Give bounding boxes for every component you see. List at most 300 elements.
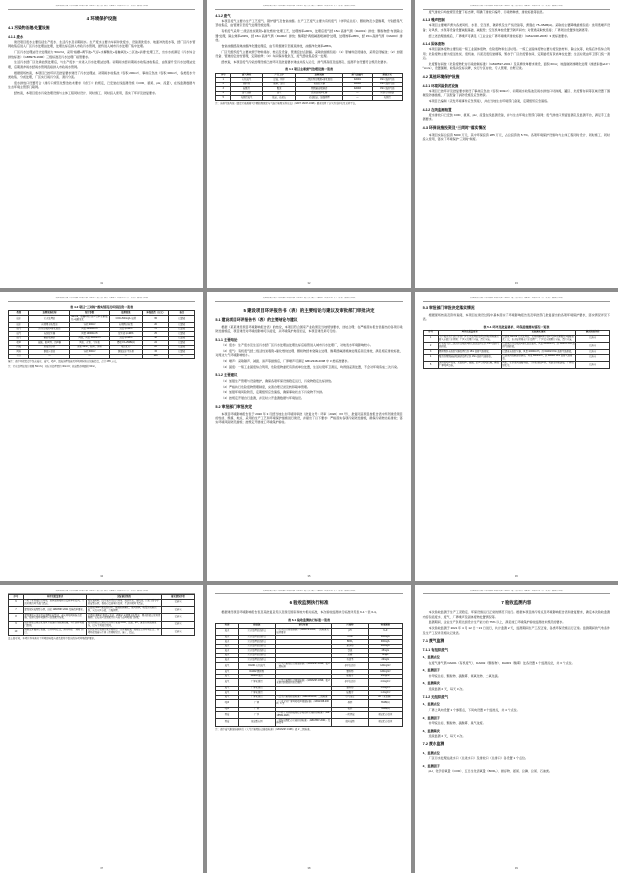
table-cell: 危险废物 [331,719,368,726]
paragraph: 厂界上风向设置 1 个参照点，下风向设置 3 个监控点，共 4 个点位。 [428,707,520,712]
table-cell: 食堂 [262,91,296,96]
document-page [207,585,410,873]
table-cell: 布袋除尘器 [29,332,70,337]
table-cell: 污水处理站总排口 [238,649,275,654]
table-row [9,354,195,359]
column-header: 环评及批复要求 [438,331,501,336]
table-cell: DA002 颗粒物 [238,670,275,675]
paragraph: 本次验收监测于生产工况稳定、环保设施运行正常的情况下进行。根据本项目排污特点及环境影响报告表和批复要求，确定本次验收监测内容包括废水、废气、厂界噪声及固体废物处置情况等。 [422,610,610,619]
table-cell: 石油类 [331,658,368,663]
table-cell: 4 [216,91,231,96]
table-cell: 酸洗 [262,87,296,92]
table-cell: DA003 [343,87,373,92]
paragraph: （4）固废：一般工业固废综合利用，危险废物委托有资质单位处置，生活垃圾环卫清运，均得到妥善处置，不会对环境造成二次污染。 [221,364,400,369]
table-cell: 500mg/L [369,635,403,640]
column-header: 排放源 [238,624,275,629]
table-note: 注：污水处理站设计规模 50m³/d，实际日处理量约 30m³/d；危废暂存间面积 60m²。 [8,364,98,368]
table-cell: 《恶臭污染物排放标准》（GB14554-93）二级标准 [275,695,331,700]
page-header: 某建设项目竣工环境保护验收监测（调查）报告表 项目（湖北）有限公司 年产某某产品项目验收 [8,297,195,302]
table-row [216,628,402,635]
table-cell: 已落实 [161,614,195,621]
table-cell: 废气 [216,686,238,691]
table-cell: 建设事故应急池及初期雨水收集池，落实环境风险防范措施，编制突发环境事件应急预案并备案。 [23,614,86,621]
table-cell: 生产废水及生活污水经厂区污水处理站处理达到接管标准后排入市政污水管网；厂区实行雨污分流、清污分流。 [438,335,501,342]
table-cell: 已落实 [161,606,195,613]
column-header: 序号 [216,73,231,78]
table-cell: 已落实 [576,342,610,349]
table-cell: 已落实 [576,350,610,355]
table-cell: DA001 有机废气 [238,663,275,670]
heading-h3: 7.1.1 有组织废气 [422,647,449,652]
paragraph: 本项目实际总投资 5000 万元，其中环保投资 285 万元，占总投资的 5.7%。各项环境保护设施均与主体工程同时设计、同时施工、同时投入使用，落实了环境保护“三同时”制度。 [422,132,610,142]
table-cell: 酸雾经两级碱液喷淋塔处理后经 15m 高排气筒排放。 [438,354,501,361]
paragraph: 在废气排气筒 DA001（有机废气）、DA002（颗粒物）、DA003（酸雾）处各设置 1 个监测点位，共 3 个点位。 [428,660,575,665]
page-number: 32 [307,282,311,286]
table-cell: 25 [143,332,169,337]
table-cell: 夜间 [331,707,368,712]
table-cell: — [109,354,143,359]
column-header: 执行标准 [275,624,331,629]
table-cell: 事故应急池 [29,350,70,355]
table-cell: 危废暂存间 [29,345,70,350]
page-number: 34 [100,574,104,578]
table-cell: 400mg/L [369,644,403,649]
table-cell: COD [331,635,368,640]
table-cell: 布袋除尘器 [296,82,343,87]
table-cell: 9 [9,621,24,628]
table-cell: 《污水综合排放标准》（GB8978-1996）三级标准及接管要求 [275,628,331,635]
table-cell: — [343,91,373,96]
table-cell: 昼间 [331,700,368,707]
column-header: 实际落实情况 [87,595,162,600]
table-cell: 废气 [9,332,29,337]
heading-h2: 4.1 污染物治理/处置设施 [8,25,50,30]
table-cell: 面积 60m²，防渗、围堰 [70,345,109,350]
column-header: 序号 [9,595,24,600]
column-header: 污染物 [331,624,368,629]
table-cell: 55dB(A) [369,707,403,712]
table-cell: 污水处理站总排口 [238,644,275,649]
paragraph: 厂区污水处理站进水口（总进水口）及排放口（总排口）各设置 1 个点位。 [428,755,528,760]
table-cell: 8 [9,614,24,621]
paragraph: （1）加强生产管理与设备维护，确保各项环保设施稳定运行，污染物稳定达标排放。 [221,378,334,383]
page-header: 某建设项目竣工环境保护验收监测（调查）报告表 项目（湖北）有限公司 年产某某产品项目验收 [8,5,195,10]
page-header: 某建设项目竣工环境保护验收监测（调查）报告表 项目（湖北）有限公司 年产某某产品项目验收 [423,5,610,10]
table-cell: 选用低噪声设备，采取隔声、减振、消声等降噪措施，确保厂界噪声达标。 [438,361,501,368]
table-cell: 6 [9,599,24,606]
heading-h1: 6 验收监测执行标准 [289,600,329,606]
column-header: 落实情况评价 [576,331,610,336]
heading-h3: 5.1.2 主要建议 [215,373,238,378]
table-cell: 降噪 15~25dB(A) [109,341,143,346]
table-cell: 废水排放口已规范化设置并安装 COD、氨氮、pH、流量在线监测设备，已与主管部门联网。 [87,621,162,628]
heading-h3: 7.1.2 无组织废气 [422,694,449,699]
table-cell: 已落实 [576,335,610,342]
paragraph: 连续监测 2 天，每天 3 次。 [428,733,466,738]
paragraph: 本项目废气主要为生产工艺废气、锅炉烟气及食堂油烟。生产工艺废气主要为有机废气（非甲烷总烃）、颗粒物及少量酸雾，分别经集气罩收集后，由管道引至废气处理设施处理。 [215,19,403,28]
table-row [423,342,609,349]
page-number: 39 [514,867,518,870]
table-cell: 两级，风量 8000m³/h [70,336,109,341]
table-cell: 95 [143,315,169,322]
table-cell: 废气 [216,679,238,686]
table-cell: 无组织废气 [231,96,263,101]
table-cell: 涂装、烘干 [262,78,296,83]
table-cell: 风量 20000m³/h [70,327,109,332]
column-header: 落实情况评价 [161,595,195,600]
table-cell: 食堂油烟 [231,91,263,96]
table-cell: 已建成 [169,341,195,346]
table-cell: 1.0mg/m³ [369,686,403,691]
table-cell: 5 [216,96,231,101]
heading-h3: 4.2.1 环境风险防范设施 [422,83,459,88]
column-header: 废气种类 [231,73,263,78]
page-header: 某建设项目竣工环境保护验收监测（调查）报告表 项目（湖北）有限公司 年产某某产品项目验收 [215,590,402,595]
table-note: 备注：表中环保投资中包含废水、废气、噪声、固废治理设施及环境风险防范设施投资，合计 285 万元。 [8,360,119,364]
document-page [415,585,618,873]
heading-h1: 7 验收监测内容 [501,600,532,606]
table-cell: 废气 [216,663,238,670]
paragraph: 本项目已按环评及批复要求建设了事故应急池（容积 300m³）、初期雨水收集池及雨水排放口切换阀，罐区、危废暂存间等区域设置了围堰及防渗措施，厂区配备了消防设施及应急物资。 [422,89,610,98]
table-cell: 厂界无组织 [238,691,275,696]
paragraph: 本次验收监测于 2021 年 4 月 12 日～13 日进行，共计监测 2 天，监测期间生产工况正常，各类环保设施运行正常。监测期间的气象条件及生产工况详见相关记录表。 [422,626,610,635]
paragraph: 废水排放口设置符合《排污口规范化整治技术要求（试行）》的规定，已安装在线监测设施（COD、氨氮、pH、流量），在线监测数据与生态环境主管部门联网。 [8,80,196,90]
table-cell: 去除率≥95% [109,336,143,341]
table-cell: 6~9 [369,628,403,635]
table-cell: 120mg/m³ [369,663,403,670]
table-cell: 风险 [9,350,29,355]
table-caption: 表 4-1 项目主要废气治理设施一览表 [284,67,333,72]
paragraph: 经核查，本项目废水污染治理设施与主体工程同时设计、同时施工、同时投入使用，落实了环评及批复要求。 [14,90,159,95]
document-page [415,292,618,580]
column-header: 标准限值 [369,624,403,629]
table-cell: 已建成 [169,315,195,322]
heading-h2: 4.2 其他环境保护设施 [422,74,460,79]
table-cell: 规范贮存 [109,345,143,350]
table-cell: 120mg/m³ [369,670,403,675]
paragraph: 本项目环境影响报告表于 2020 年 3 月经当地生态环境局审批（批复文号：环审〔2020〕XX 号），批复同意项目按报告表中所列建设项目的性质、规模、地点、采用的生产工艺和环境保护措施进行建设，并提出了以下要求：严格落实各项污染防治措施，确保污染物达标排放；落实环境风险防范措施；按规定开展竣工环境保护验收。 [215,411,403,425]
table-cell: 7 [9,606,24,613]
table-cell: 规范贮存处置 [369,712,403,719]
table-cell: 15m 高排气筒 [372,78,402,83]
table-cell: 3 [216,87,231,92]
table-cell: 15m 高排气筒 [372,87,402,92]
table-cell: 破碎、混合 [262,82,296,87]
table-cell: 已建成 60m² 危废暂存间，地面防渗硬化，设置围堰、收集沟及标识牌，实行分区存放、台账管理。 [87,606,162,613]
table-caption: 表 4-2 项目“三同时”落实情况及环保投资一览表 [70,304,134,309]
column-header: 类别 [216,624,238,629]
document-page [0,585,203,873]
column-header: 治理设施名称 [29,311,70,316]
heading-h4: 3、监测频次 [422,681,440,686]
table-cell: 噪声 [9,341,29,346]
page-number: 35 [307,574,311,578]
table-cell: 300mg/L [369,640,403,645]
table-cell: 10 [9,628,24,635]
paragraph: 废气排放口均按规范设置了标志牌，明确了排放口编号、污染物种类、排放标准等信息。 [428,9,546,14]
column-header: 产生工序 [262,73,296,78]
table-cell: — [169,354,195,359]
heading-h2: 5.1 建设项目环评报告书（表）的主要结论与建议 [215,317,298,322]
table-cell: 规范贮存处置 [369,719,403,726]
heading-h4: 2、监测因子 [422,668,440,673]
table-cell: 颗粒物 [331,686,368,691]
table-cell: 颗粒物经布袋除尘器处理后经 15m 高排气筒排放。 [438,350,501,355]
table-cell: 密闭储运、加强管理 [296,96,343,101]
paragraph: （3）加强环境风险防范，定期组织应急演练，确保事故状态下污染物不外排。 [221,390,325,395]
table-cell: — [343,96,373,101]
table-cell: — [70,354,109,359]
table-cell: 5 [423,361,438,368]
table-cell: 初期雨水收集池 [29,323,70,328]
table-cell: 18 [143,336,169,341]
heading-h2: 7.2 废水监测 [422,742,445,747]
table-cell: 已建成 [169,332,195,337]
table-cell: 废水 [216,640,238,645]
table-cell: 二级活性炭吸附+催化燃烧 [296,78,343,83]
table-cell: 4.0mg/m³ [369,679,403,686]
column-header: 序号 [423,331,438,336]
column-header: 备注 [169,311,195,316]
column-header: 排放方式 [372,73,402,78]
heading-h4: 3、监测频次 [422,728,440,733]
paragraph: 厂区污水处理站设计处理能力 50m³/d，采用“格栅+调节池+气浮+水解酸化+接触氧化+二沉池+消毒”处理工艺，出水水质满足《污水综合排放标准》（GB8978-1996）三级标准及污水处理厂接管要求。 [8,50,196,59]
paragraph: 监测期间，企业生产负荷达到设计生产能力的 75% 以上，满足竣工环境保护验收监测技术规范的要求。 [428,620,566,625]
table-cell: 20 [143,323,169,328]
document-page [0,0,203,288]
table-cell: 氨氮 [331,649,368,654]
table-cell: 已落实 [161,599,195,606]
table-note: 注：各排气筒均按《固定污染源排气中颗粒物测定与气态污染物采样方法》（GB/T 16157-1996）要求设置了永久性采样孔及采样平台。 [215,101,358,105]
table-cell: 废气 [216,691,238,696]
table-cell: COD≤500mg/L 接管 [109,315,143,322]
paragraph: 非甲烷总烃、颗粒物、硫酸雾、氮氧化物、二氧化硫。 [428,673,501,678]
table-cell: 废水 [216,649,238,654]
table-cell: 285 [143,354,169,359]
document-page [207,292,410,580]
table-cell: 活性炭吸附+催化燃烧 [29,327,70,332]
paragraph: （3）噪声：采取隔声、减振、消声等措施后，厂界噪声可满足 GB12348-2008 中 3 类标准要求。 [221,359,351,364]
table-cell: 45mg/L [369,649,403,654]
table-cell: 噪声 [216,707,238,712]
paragraph: 连续监测 2 天，每天 3 次。 [428,686,466,691]
table-cell: 厂界无组织 [238,686,275,691]
table-cell: 除尘效率≥99% [109,332,143,337]
heading-h1: 5 建设项目环评报告书（表）的主要结论与建议及审批部门审批决定 [243,307,375,313]
column-header: 环保投资（万元） [143,311,169,316]
table-cell: 初期雨水收集 [109,323,143,328]
table-cell: 1.2mg/m³ [369,691,403,696]
table-row [216,679,402,686]
table-cell: 污水处理站总排口 [238,640,275,645]
table-cell: 有机废气 [231,78,263,83]
table-cell: 废水 [9,323,29,328]
table-row [216,663,402,670]
table-cell: 两级碱液喷淋塔 [296,87,343,92]
data-table [8,310,195,359]
table-cell: DA003 酸雾 [238,674,275,679]
table-cell: 固废 [9,345,29,350]
data-table [215,623,402,727]
table-cell: 容积 200m³ [70,323,109,328]
heading-h4: 2、监测因子 [422,715,440,720]
table-cell: 厂界 [238,700,275,707]
table-cell: BOD₅ [331,640,368,645]
page-header: 某建设项目竣工环境保护验收监测（调查）报告表 项目（湖北）有限公司 年产某某产品项目验收 [215,5,402,10]
table-cell: 已落实 [576,354,610,361]
table-cell: 废水排放口规范化设置并安装在线监测设施，与生态环境部门联网。 [23,621,86,628]
column-header: 设计参数 [70,311,109,316]
table-cell: 废气 [216,695,238,700]
paragraph: 根据现场核查，本项目已按环评及批复要求建设了污水处理站、初期雨水收集池（容积 200m³）、事故应急池（容积 300m³），各类废水分类收集、分质处理，厂区实行雨污分流、清污分流。 [8,70,196,79]
heading-h2: 4.3 环保设施投资及“三同时”落实情况 [422,125,486,130]
table-cell: 《危险废物贮存污染控制标准》（GB18597-2001）及修改单 [276,719,331,725]
paragraph: 食堂油烟经高效油烟净化器处理后，由专用烟道引至屋顶排放，油烟净化效率≥85%。 [221,43,334,48]
table-cell: 厂界无组织 [238,695,275,700]
table-cell: 悬浮物 [331,644,368,649]
table-cell: 固废 [216,712,238,719]
document-page [207,0,410,288]
table-cell: 非甲烷总烃 [331,663,368,670]
paragraph: （4）按规定开展自行监测，并及时公开监测数据与环境信息。 [221,396,304,401]
paragraph: （2）废气：有机废气经二级活性炭吸附+催化燃烧处理、颗粒物经布袋除尘处理、酸雾经碱液喷淋处理后高空排放，满足相应排放标准，对周边大气环境影响较小。 [215,348,403,358]
table-cell: 污水处理站总排口 [238,635,275,640]
table-cell: 风机、水泵、空压机 [70,341,109,346]
table-cell: 《工业企业厂界环境噪声排放标准》（GB12348-2008）3 类 [275,700,331,707]
table-cell: 已落实 [161,628,195,635]
table-row [9,599,195,606]
heading-h3: 4.1.3 噪声控制 [422,17,445,22]
table-cell: — [29,354,70,359]
table-cell: 70 [143,327,169,332]
table-cell: 废气 [9,336,29,341]
table-cell: 废水 [216,658,238,663]
table-cell: 1 [216,78,231,83]
document-page [415,0,618,288]
paragraph: 有机废气采用“二级活性炭吸附+催化燃烧”处理工艺，处理效率≥90%，处理后废气经 15m 高排气筒（DA001）排放；颗粒物经“布袋除尘器”处理，除尘效率≥99%，经 15m 高排气筒（DA002）排放；酸雾经“两级碱液喷淋塔”处理，处理效率≥95%，经 15m 高排气筒（DA003）排放。 [215,29,403,42]
table-cell: 废气 [216,674,238,679]
paragraph: 生活污水经厂区化粪池预处理后，与生产废水一并进入污水处理站处理。初期雨水经初期雨水收集池收集后，由泵提升至污水处理站处理，后期清净雨水经雨水管网直接排入市政雨水管网。 [8,60,196,69]
paragraph: 危废暂存间按《危险废物贮存污染控制标准》（GB18597-2001）及其修改单要求建设，面积 60m²，地面做防渗硬化处理（渗透系数≤10⁻¹⁰cm/s），设置围堰、收集沟及标识牌，实行分区存放、专人管理、台账记录。 [422,61,610,71]
table-row [9,621,195,628]
table-cell: 碱液喷淋塔 [29,336,70,341]
page-number: 31 [100,282,104,286]
table-row [423,361,609,368]
table-cell: 一般固废 [331,712,368,719]
table-cell: 固废 [216,719,238,726]
paragraph: 本项目主要噪声源为各类风机、水泵、空压机、破碎机及生产线设备等，源强在 75~95dB(A)。采取的主要降噪措施包括：选用低噪声设备；对风机、水泵等设备设置减振基础、减振垫；空压机单独设置于隔声间内；对管道采取软连接；厂界周边设置绿化隔离带。 [422,23,610,32]
table-cell: 废水 [216,628,238,635]
table-cell: 已建成两级碱液喷淋塔，风量 8000m³/h，经 DA003 15m 高排气筒排放。 [501,354,576,361]
page-header: 某建设项目竣工环境保护验收监测（调查）报告表 项目（湖北）有限公司 年产某某产品项目验收 [215,297,402,302]
paragraph: （1）废水：生产废水及生活污水经厂区污水处理站处理达标后接管进入城市污水处理厂，对地表水环境影响较小。 [221,343,373,348]
table-row [423,354,609,361]
table-cell: 3 [423,350,438,355]
table-cell: pH [331,628,368,635]
table-cell: 事故废水不外排 [109,350,143,355]
table-cell: 硫酸雾 [331,674,368,679]
page-header: 某建设项目竣工环境保护验收监测（调查）报告表 项目（湖北）有限公司 年产某某产品项目验收 [423,590,610,595]
table-cell: 15 [143,350,169,355]
heading-h4: 2、监测因子 [422,763,440,768]
table-row [216,96,402,101]
table-cell: 已落实 [576,361,610,368]
table-cell: 储运、密封点 [262,96,296,101]
table-cell: 风机、水泵设置减振基础，空压机设隔声间，管道采用软连接，厂界设绿化带。 [501,361,576,368]
column-header: 环评及批复要求 [23,595,86,600]
paragraph: 经上述治理措施后，厂界噪声可满足《工业企业厂界环境噪声排放标准》（GB12348-2008）3 类标准要求。 [428,33,571,38]
table-cell: 建设危险废物暂存间，满足 GB18597-2001 及修改单要求。 [23,606,86,613]
table-row [9,606,195,613]
page-number: 38 [307,867,311,870]
page-number: 33 [514,282,518,286]
paragraph: 经核查，本项目废气污染治理设施已按环评及批复要求建成并投入运行，排气筒高度及监测孔、监测平台设置符合规范化要求。 [221,59,390,64]
heading-h4: 1、监测点位 [422,750,440,755]
document-page [0,292,203,580]
table-cell: 一般工业固废综合利用，危险废物委托有资质单位处置，生活垃圾由环卫部门清运。 [23,599,86,606]
table-cell: 有机废气经二级活性炭吸附+催化燃烧处理后经 15m 高排气筒排放。 [438,342,501,349]
table-cell: 总磷 [331,653,368,658]
paragraph: （2）严格执行危险废物管理制度，完善台账记录及转移联单管理。 [221,384,310,389]
table-cell: 已建成 [169,323,195,328]
heading-h3: 4.1.1 废水 [8,34,24,39]
table-cell: 22 [143,341,169,346]
table-cell: 厂界无组织 [238,679,275,686]
table-cell: 风量 10000m³/h [70,332,109,337]
table-cell: DA002 [343,82,373,87]
table-cell: 20（无量纲） [369,695,403,700]
page-number: 37 [100,867,104,870]
table-cell: 已建成 [169,350,195,355]
table-row [9,614,195,621]
heading-h3: 4.1.4 固体废物 [422,41,445,46]
table-cell: 废水 [216,635,238,640]
table-cell: 已建成 50m³/d 污水处理站，采用格栅+调节池+气浮+水解酸化+接触氧化工艺，出水接管城市污水处理厂；厂区已实现雨污分流、清污分流。 [501,335,576,342]
table-cell: 已落实 [161,621,195,628]
table-cell: 污水处理站 [29,315,70,322]
heading-h4: 1、监测点位 [422,702,440,707]
paragraph: 厂区无组织废气主要来源于物料储存、转运及设备、管道密封点泄漏。采取的措施包括：（1）原辅料密闭储存，采用密闭输送；（2）加强设备、管道的密封性管理，定期检修；（3）车间保持微负压，废气经收集后统一处理。 [215,49,403,58]
table-cell: 容积 300m³ [70,350,109,355]
data-table [423,330,610,369]
table-cell: 废气 [216,670,238,675]
table-cell: 噪声 [216,700,238,707]
table-cell: 45mg/m³ [369,674,403,679]
table-cell: 污水处理站总排口 [238,653,275,658]
table-cell: 合计 [9,354,29,359]
table-cell: 危废暂存间 [238,719,275,726]
heading-h3: 5.1.1 主要结论 [215,337,238,342]
table-cell: 已建成 [169,327,195,332]
column-header: 实际落实情况 [501,331,576,336]
table-cell: 已制定自行监测方案并委托第三方开展监测，按规定公开环境信息；各项环保设施与主体工程同时设计、施工、投运。 [87,628,162,635]
table-cell: 厂界 [238,707,275,712]
table-note: 由上表可知，本项目基本落实了环境影响报告表及批复中提出的各项环境保护要求。 [8,637,97,641]
table-cell: 1 [423,335,438,342]
table-cell: 废包装材料、除尘灰外售综合利用；废活性炭、废机油、污泥等暂存于危废暂存间，委托有资质单位处置；生活垃圾环卫清运。 [87,599,162,606]
table-cell: 已建成 [169,345,195,350]
table-cell: 已建成活性炭吸附+催化燃烧装置，风量 20000m³/h，经 DA001 15m 高排气筒排放。 [502,343,575,348]
table-cell: 按规定开展自行监测，公开环境信息，落实环保“三同时”制度。 [23,628,86,635]
table-cell: 废水 [9,315,29,322]
table-cell: 非甲烷总烃 [331,679,368,686]
table-row [423,335,609,342]
table-cell: 去除率≥90% [109,327,143,332]
table-cell: 颗粒物 [331,670,368,675]
heading-h2: 7.1 废气监测 [422,638,445,643]
table-row [216,719,402,726]
paragraph: 非甲烷总烃、颗粒物、硫酸雾、臭气浓度。 [428,720,486,725]
